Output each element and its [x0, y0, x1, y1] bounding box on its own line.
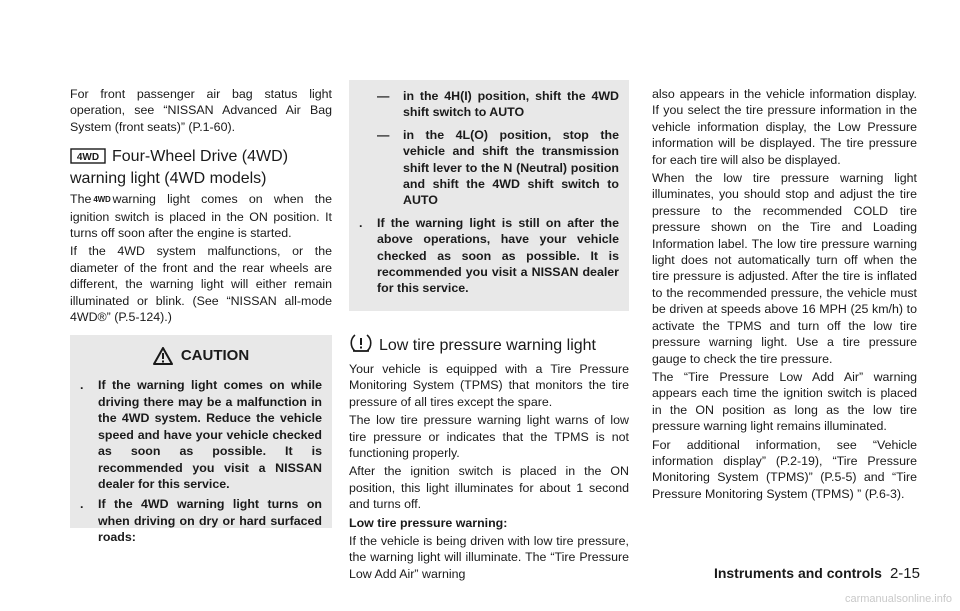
tpms-paragraph-3: After the ignition switch is placed in the ON position, this light illuminates for about 1 second and turns off. — [349, 464, 629, 512]
4wd-warning-icon — [70, 148, 106, 169]
tpms-paragraph-4: If the vehicle is being driven with low tire pressure, the warning light will illuminate. The “Tire Pressure Low Add Air” warning — [349, 533, 629, 581]
caution-title: CAUTION — [180, 347, 250, 365]
page-number: 2-15 — [889, 565, 920, 582]
caution-continued-box — [349, 80, 629, 311]
4wd-inline-icon: 4WD — [93, 195, 111, 205]
intro-paragraph: For front passenger air bag status light operation, see “NISSAN Advanced Air Bag System (front seats)” (P.1-60). — [70, 87, 332, 134]
svg-text:4WD: 4WD — [76, 152, 100, 164]
caution-bullet: . If the warning light comes on while driving there may be a malfunction in the 4WD system. Reduce the vehicle speed and have your vehicle checked as soon as possible. It is recommended you visit a NISSAN dealer for this service. — [80, 378, 322, 491]
middle-column — [349, 80, 629, 584]
watermark: carmanualsonline.info — [844, 593, 952, 605]
caution-dash-item: — in the 4H(I) position, shift the 4WD shift switch to AUTO — [377, 89, 619, 120]
left-column — [70, 86, 332, 545]
low-tire-pressure-icon — [349, 333, 373, 358]
tpms-paragraph-6: When the low tire pressure warning light illuminates, you should stop and adjust the tire pressure to the recommended COLD tire pressure shown on the Tire and Loading Information label. The low tire pressure warning light does not automatically turn off when the tire pressure is adjusted. After the tire is inflated to the recommended pressure, the vehicle must be driven at speeds above 16 MPH (25 km/h) to activate the TPMS and turn off the low tire pressure warning light. Use a tire pressure gauge to check the tire pressure. — [652, 171, 917, 366]
caution-dash-item: — in the 4L(O) position, stop the vehicle and shift the transmission shift lever to the N (Neutral) position and shift the 4WD shift switch to AUTO — [377, 127, 619, 208]
caution-header — [80, 347, 322, 365]
section-heading-tpms — [349, 333, 629, 358]
caution-box — [70, 335, 332, 545]
tpms-paragraph-1: Your vehicle is equipped with a Tire Pressure Monitoring System (TPMS) that monitors the tire pressure of all tires except the spare. — [349, 361, 629, 409]
4wd-paragraph-2: If the 4WD system malfunctions, or the diameter of the front and the rear wheels are different, the warning light will either remain illuminated or blink. (See “NISSAN all-mode 4WD®” (P.5-124).) — [70, 244, 332, 325]
footer-section-title: Instruments and controls — [713, 565, 882, 581]
tpms-paragraph-2: The low tire pressure warning light warns of low tire pressure or indicates that the TPMS is not functioning properly. — [349, 413, 629, 460]
tpms-paragraph-8: For additional information, see “Vehicle information display” (P.2-19), “Tire Pressure Monitoring System (TPMS)” (P.5-5) and “Tire Pressure Monitoring System (TPMS) ” (P.6-3). — [652, 437, 917, 501]
section-heading-4wd — [70, 147, 332, 188]
tpms-subheading: Low tire pressure warning: — [349, 515, 508, 530]
page-footer — [714, 565, 920, 582]
right-column — [652, 86, 917, 504]
tpms-paragraph-5: also appears in the vehicle information display. If you select the tire pressure information in the vehicle information display, the Low Pressure information will be displayed. The tire pressure for each tire will also be displayed. — [652, 87, 917, 167]
section-heading-text: Low tire pressure warning light — [379, 336, 596, 354]
tpms-paragraph-7: The “Tire Pressure Low Add Air” warning appears each time the ignition switch is placed in the ON position as long as the low tire pressure warning light remains illuminated. — [652, 369, 917, 434]
warning-triangle-icon — [153, 347, 173, 365]
caution-bullet: . If the 4WD warning light turns on when driving on dry or hard surfaced roads: — [80, 497, 322, 545]
caution-bullet: . If the warning light is still on after the above operations, have your vehicle checked as soon as possible. It is recommended you visit a NISSAN dealer for this service. — [359, 215, 619, 296]
section-heading-text: Four-Wheel Drive (4WD) warning light (4WD models) — [70, 148, 289, 188]
4wd-paragraph-1: The 4WD warning light comes on when the ignition switch is placed in the ON position. It turns off soon after the engine is started. — [70, 192, 332, 241]
